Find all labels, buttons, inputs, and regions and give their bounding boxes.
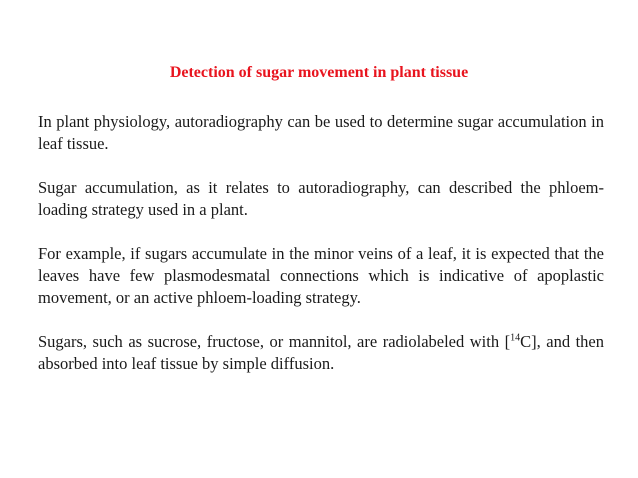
paragraph-4-text-end: C], and then absorbed into leaf tissue by simple diffusion.: [38, 332, 604, 373]
isotope-mass-number: 14: [510, 332, 521, 344]
paragraph-1: In plant physiology, autoradiography can be used to determine sugar accumulation in leaf tissue.: [38, 112, 604, 153]
paragraph-2: Sugar accumulation, as it relates to autoradiography, can described the phloem-loading strategy used in a plant.: [38, 178, 604, 219]
slide-body: [38, 111, 604, 397]
paragraph-4: [38, 331, 604, 375]
paragraph-4-text-start: Sugars, such as sucrose, fructose, or mannitol, are radiolabeled with [: [38, 332, 511, 351]
paragraph-3: For example, if sugars accumulate in the minor veins of a leaf, it is expected that the leaves have few plasmodesmatal connections which is indicative of apoplastic movement, or an active phloem-loading strategy.: [38, 244, 604, 307]
slide-title: Detection of sugar movement in plant tissue: [169, 64, 469, 81]
